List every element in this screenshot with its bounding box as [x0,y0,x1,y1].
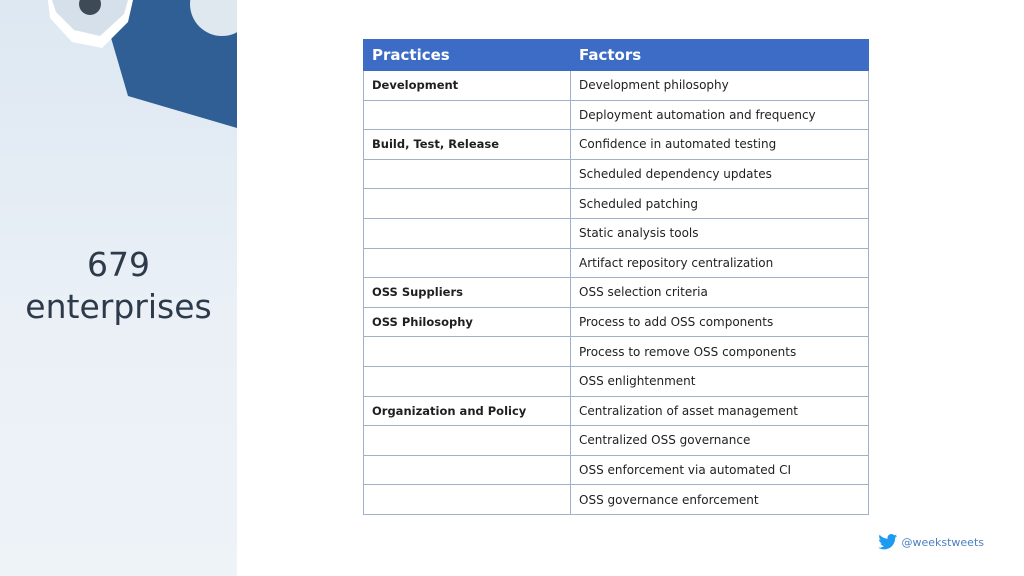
twitter-bird-icon [878,534,898,550]
table-row [364,159,869,189]
practice-cell [364,426,571,456]
table-row [364,366,869,396]
factor-cell: Deployment automation and frequency [571,100,869,130]
table-row [364,248,869,278]
factor-cell: Scheduled dependency updates [571,159,869,189]
factor-cell: Artifact repository centralization [571,248,869,278]
table-row [364,278,869,308]
table-row [364,485,869,515]
table-row [364,396,869,426]
practice-cell [364,485,571,515]
practice-cell [364,366,571,396]
stat-label: enterprises [25,287,212,326]
practice-cell: Organization and Policy [364,396,571,426]
factor-cell: Static analysis tools [571,218,869,248]
factor-cell: Process to add OSS components [571,307,869,337]
stat-block [0,244,237,328]
factor-cell: Centralization of asset management [571,396,869,426]
left-panel [0,0,237,576]
practice-cell [364,455,571,485]
table-row [364,100,869,130]
header-factors: Factors [571,40,869,71]
twitter-handle[interactable] [878,534,984,550]
practice-cell: OSS Suppliers [364,278,571,308]
practice-cell [364,248,571,278]
stat-count: 679 [87,245,150,284]
table-row [364,337,869,367]
factor-cell: Centralized OSS governance [571,426,869,456]
practice-cell: Development [364,71,571,101]
factor-cell: Scheduled patching [571,189,869,219]
table-row [364,189,869,219]
practice-cell [364,337,571,367]
practice-cell [364,189,571,219]
factor-cell: Process to remove OSS components [571,337,869,367]
table-row [364,71,869,101]
table-row [364,218,869,248]
factor-cell: Confidence in automated testing [571,130,869,160]
factor-cell: OSS governance enforcement [571,485,869,515]
practice-cell [364,159,571,189]
practices-factors-table [363,39,869,515]
factor-cell: OSS enforcement via automated CI [571,455,869,485]
factor-cell: OSS enlightenment [571,366,869,396]
factor-cell: OSS selection criteria [571,278,869,308]
header-practices: Practices [364,40,571,71]
table-row [364,130,869,160]
table-header-row [364,40,869,71]
practice-cell [364,100,571,130]
factor-cell: Development philosophy [571,71,869,101]
table-row [364,455,869,485]
table-row [364,426,869,456]
practices-table-container [363,39,868,515]
practice-cell: OSS Philosophy [364,307,571,337]
table-row [364,307,869,337]
practice-cell: Build, Test, Release [364,130,571,160]
practice-cell [364,218,571,248]
twitter-handle-text: @weekstweets [901,535,984,549]
